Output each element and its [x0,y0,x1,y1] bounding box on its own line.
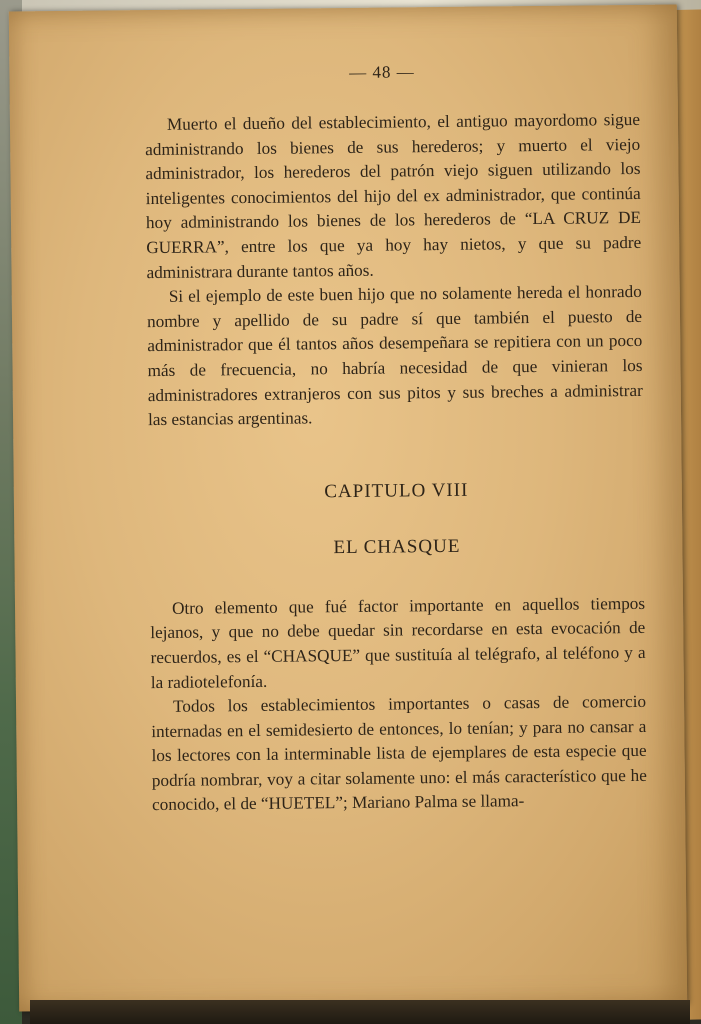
adjacent-page-fragments [682,69,701,70]
paragraph-1: Muerto el dueño del establecimiento, el antiguo mayordomo sigue administrando los bienes de sus herederos; y muerto el viejo administrador, los herederos del patrón viejo siguen utilizando los inteligentes conocimientos del hijo del ex administrador, que continúa hoy administrando los bienes de los herederos de “LA CRUZ DE GUERRA”, entre los que ya hoy hay nietos, y que su padre administrara durante tantos años. [145,109,642,282]
chapter-number: CAPITULO VIII [324,479,469,502]
paragraph-2: Si el ejemplo de este buen hijo que no solamente hereda el honrado nombre y apellido de su padre sí que también el puesto de administrador que él tantos años desempeñara se repitiera con un poco más de frecuencia, no habría necesidad de que vinieran los administradores extranjeros con sus pitos y sus breches a administrar las estancias argentinas. [146,282,643,430]
book-bottom-edge [30,1000,690,1024]
page-content [144,60,647,818]
book-page [9,5,687,1012]
paragraph-3: Otro elemento que fué factor importante en aquellos tiempos lejanos, y que no debe quedar sin recordarse en esta evocación de recuerdos, es el “CHASQUE” que sustituía al telégrafo, al teléfono y a la radiotelefonía. [150,593,646,692]
chapter-title: EL CHASQUE [333,535,461,558]
paragraph-4: Todos los establecimientos importantes o casas de comercio internadas en el semidesierto de entonces, lo tenían; y para no cansar a los lectores con la interminable lista de ejemplares de esta especie que podría nombrar, voy a citar solamente uno: el más característico que he conocido, el de “HUETEL”; Mariano Palma se llama- [151,691,647,815]
page-number: — 48 — [349,62,415,82]
